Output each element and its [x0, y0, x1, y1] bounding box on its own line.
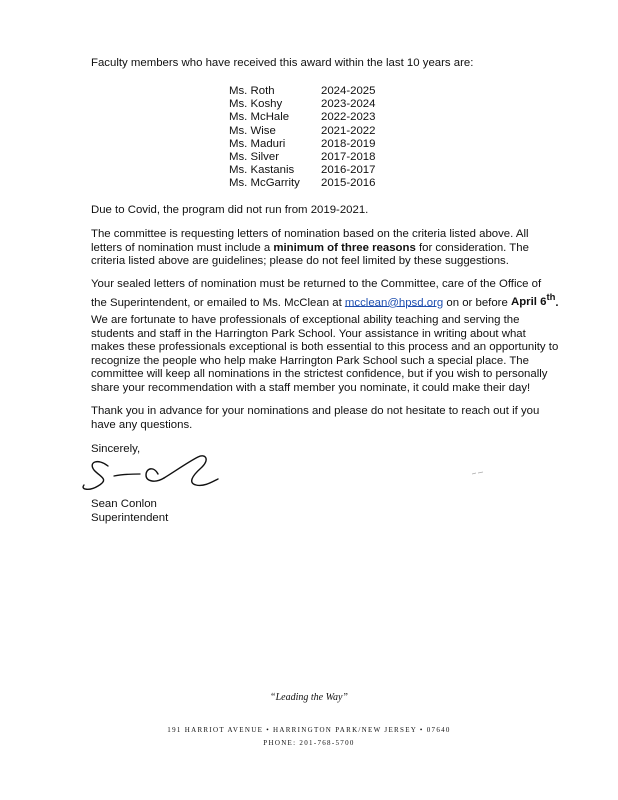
winner-year: 2017-2018 [321, 151, 376, 164]
winner-name: Ms. Roth [229, 85, 275, 97]
table-row [229, 125, 375, 138]
signer-name: Sean Conlon [91, 498, 157, 510]
closing-salutation: Sincerely, [91, 443, 141, 455]
table-row [229, 151, 375, 164]
signer-title: Superintendent [91, 512, 169, 524]
winner-year: 2015-2016 [321, 177, 376, 190]
winner-name: Ms. Kastanis [229, 164, 295, 177]
deadline-suffix: th [546, 292, 556, 304]
covid-note: Due to Covid, the program did not run from 2019-2021. [91, 204, 369, 216]
winner-name: Ms. McGarrity [229, 177, 300, 190]
winner-name: Ms. Silver [229, 151, 279, 164]
winner-name: Ms. Koshy [229, 98, 283, 111]
table-row [229, 138, 375, 151]
minimum-reasons-emphasis: minimum of three reasons [273, 241, 416, 254]
submission-text-start: Your sealed letters of nomination must be returned to the Committee, care of the Office of the Superintendent, or emailed to Ms. McClean at [91, 278, 542, 309]
submission-text-mid: on or before [443, 296, 511, 309]
table-row [229, 177, 375, 190]
table-row [229, 85, 375, 98]
deadline-period: . [555, 296, 559, 309]
scan-speck [472, 471, 484, 475]
appreciation-paragraph: We are fortunate to have professionals of exceptional ability teaching and serving the students and staff in the Harrington Park School. Your assistance in writing about what makes these professionals exceptional is both essential to this process and an opportunity to recognize the people who help make Harrington Park School such a special place. The committee will keep all nominations in the strictest confidence, but if you wish to personally share your recommendation with a staff member you nominate, it could make their day! [91, 314, 559, 394]
school-motto: “Leading the Way” [270, 692, 348, 703]
intro-text: Faculty members who have received this award within the last 10 years are: [91, 57, 474, 69]
winner-year: 2016-2017 [321, 164, 376, 177]
table-row [229, 111, 375, 124]
committee-paragraph [91, 228, 559, 269]
table-row [229, 164, 375, 177]
deadline-date [510, 292, 556, 309]
winner-year: 2024-2025 [321, 85, 376, 97]
winner-year: 2022-2023 [321, 111, 376, 124]
winner-name: Ms. McHale [229, 111, 290, 124]
committee-text-start: The committee is requesting letters of nomination based on the criteria listed above. All letters of nomination must include a [91, 228, 529, 254]
signer-block [91, 497, 168, 525]
email-link[interactable]: mcclean@hpsd.org [344, 296, 444, 309]
handwritten-signature [80, 452, 220, 494]
award-winners-table [229, 85, 375, 191]
winner-year: 2021-2022 [321, 124, 376, 137]
table-row [229, 98, 375, 111]
winner-year: 2023-2024 [321, 98, 376, 111]
submission-paragraph [91, 278, 559, 310]
footer-phone: PHONE: 201-768-5700 [263, 739, 355, 747]
thanks-paragraph: Thank you in advance for your nominations and please do not hesitate to reach out if you have any questions. [91, 405, 540, 431]
winner-year: 2018-2019 [321, 137, 376, 150]
winner-name: Ms. Maduri [229, 137, 286, 150]
committee-text-end: for consideration. The criteria listed above are guidelines; please do not feel limited by these suggestions. [91, 241, 529, 268]
footer-address: 191 HARRIOT AVENUE • HARRINGTON PARK/NEW JERSEY • 07640 [167, 726, 451, 734]
deadline-day: April 6 [510, 296, 547, 309]
winner-name: Ms. Wise [229, 124, 276, 137]
